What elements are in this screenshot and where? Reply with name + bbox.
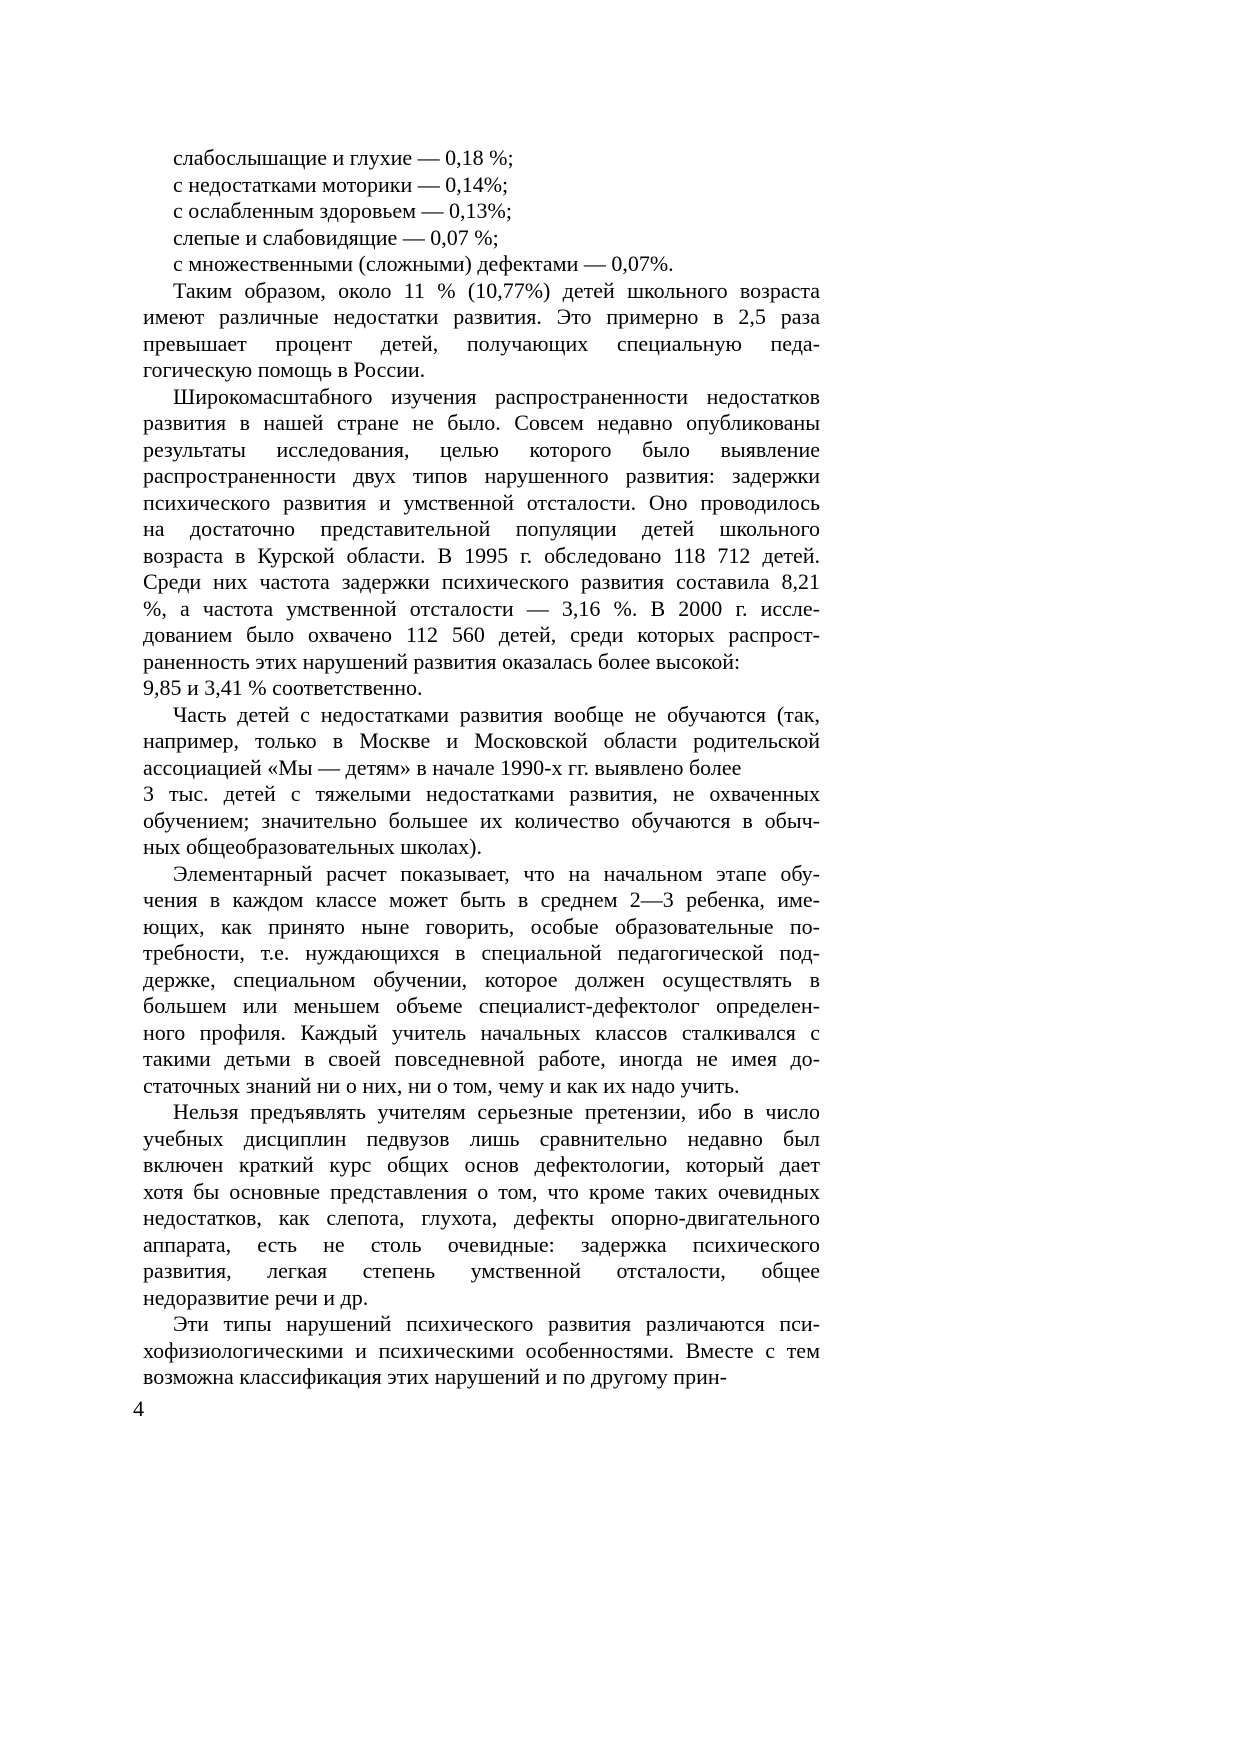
text-line: с ослабленным здоровьем — 0,13%;: [173, 198, 512, 223]
text-block: [143, 145, 820, 1391]
text-line: Среди них частота задержки психического развития составила 8,21: [143, 569, 820, 594]
paragraph-disorder-types: [143, 1311, 820, 1391]
text-line: 9,85 и 3,41 % соответственно.: [143, 675, 423, 700]
text-line: Часть детей с недостатками развития вообще не обучаются (так,: [173, 701, 820, 727]
text-line: включен краткий курс общих основ дефектологии, который дает: [143, 1152, 820, 1177]
text-line: ного профиля. Каждый учитель начальных классов сталкивался с: [143, 1019, 820, 1045]
paragraph-summary-percent: [143, 278, 820, 384]
text-line: Широкомасштабного изучения распространенности недостатков: [173, 383, 820, 409]
text-line: %, а частота умственной отсталости — 3,16 %. В 2000 г. иссле-: [143, 595, 820, 621]
text-line: недостатков, как слепота, глухота, дефекты опорно-двигательного: [143, 1205, 820, 1230]
text-line: дованием было охвачено 112 560 детей, среди которых распрост-: [143, 622, 820, 647]
text-line: на достаточно представительной популяции детей школьного: [143, 516, 820, 541]
text-line: превышает процент детей, получающих специальную педа-: [143, 330, 820, 356]
text-line: с множественными (сложными) дефектами — 0,07%.: [173, 251, 674, 276]
text-line: Таким образом, около 11 % (10,77%) детей школьного возраста: [173, 277, 820, 303]
text-line: развития, легкая степень умственной отсталости, общее: [143, 1258, 820, 1283]
text-line: недоразвитие речи и др.: [143, 1284, 369, 1310]
text-line: 3 тыс. детей с тяжелыми недостатками развития, не охваченных: [143, 781, 820, 806]
text-line: требности, т.е. нуждающихся в специальной педагогической под-: [143, 940, 820, 965]
paragraph-teachers-claims: [143, 1099, 820, 1311]
text-line: имеют различные недостатки развития. Это примерно в 2,5 раза: [143, 304, 820, 329]
paragraph-kursk-study: [143, 384, 820, 702]
text-line: ющих, как принято ныне говорить, особые образовательные по-: [143, 913, 820, 939]
text-line: аппарата, есть не столь очевидные: задержка психического: [143, 1231, 820, 1257]
text-line: возраста в Курской области. В 1995 г. обследовано 118 712 детей.: [143, 542, 820, 568]
text-line: такими детьми в своей повседневной работе, иногда не имея до-: [143, 1046, 820, 1071]
text-line: ных общеобразовательных школах).: [143, 834, 483, 859]
text-line: развития в нашей стране не было. Совсем недавно опубликованы: [143, 410, 820, 435]
text-line: обучением; значительно большее их количество обучаются в обыч-: [143, 807, 820, 833]
text-line: Нельзя предъявлять учителям серьезные претензии, ибо в число: [173, 1099, 820, 1124]
text-line: возможна классификация этих нарушений и по другому прин-: [143, 1364, 727, 1389]
text-line: хофизиологическими и психическими особенностями. Вместе с тем: [143, 1337, 820, 1363]
text-line: Элементарный расчет показывает, что на начальном этапе обу-: [173, 860, 820, 886]
text-line: держке, специальном обучении, которое должен осуществлять в: [143, 966, 820, 992]
text-line: результаты исследования, целью которого было выявление: [143, 436, 820, 462]
text-line: с недостатками моторики — 0,14%;: [173, 171, 509, 197]
text-line: гогическую помощь в России.: [143, 357, 426, 382]
page-number: 4: [133, 1396, 144, 1421]
text-line: чения в каждом классе может быть в среднем 2—3 ребенка, име-: [143, 887, 820, 912]
text-line: статочных знаний ни о них, ни о том, чему и как их надо учить.: [143, 1072, 740, 1098]
text-line: Эти типы нарушений психического развития различаются пси-: [173, 1311, 820, 1336]
text-line: распространенности двух типов нарушенного развития: задержки: [143, 463, 820, 488]
text-line: например, только в Москве и Московской области родительской: [143, 728, 820, 753]
text-line: психического развития и умственной отсталости. Оно проводилось: [143, 489, 820, 515]
text-line: слепые и слабовидящие — 0,07 %;: [173, 224, 499, 250]
paragraph-uneducated-children: [143, 702, 820, 861]
text-line: хотя бы основные представления о том, что кроме таких очевидных: [143, 1178, 820, 1204]
text-line: раненность этих нарушений развития оказалась более высокой:: [143, 648, 741, 674]
text-line: учебных дисциплин педвузов лишь сравнительно недавно был: [143, 1125, 820, 1151]
paragraph-elementary-calculation: [143, 861, 820, 1100]
statistics-list: [143, 145, 820, 278]
text-line: слабослышащие и глухие — 0,18 %;: [173, 145, 514, 170]
text-line: ассоциацией «Мы — детям» в начале 1990-х гг. выявлено более: [143, 754, 742, 780]
text-line: большем или меньшем объеме специалист-дефектолог определен-: [143, 993, 820, 1018]
